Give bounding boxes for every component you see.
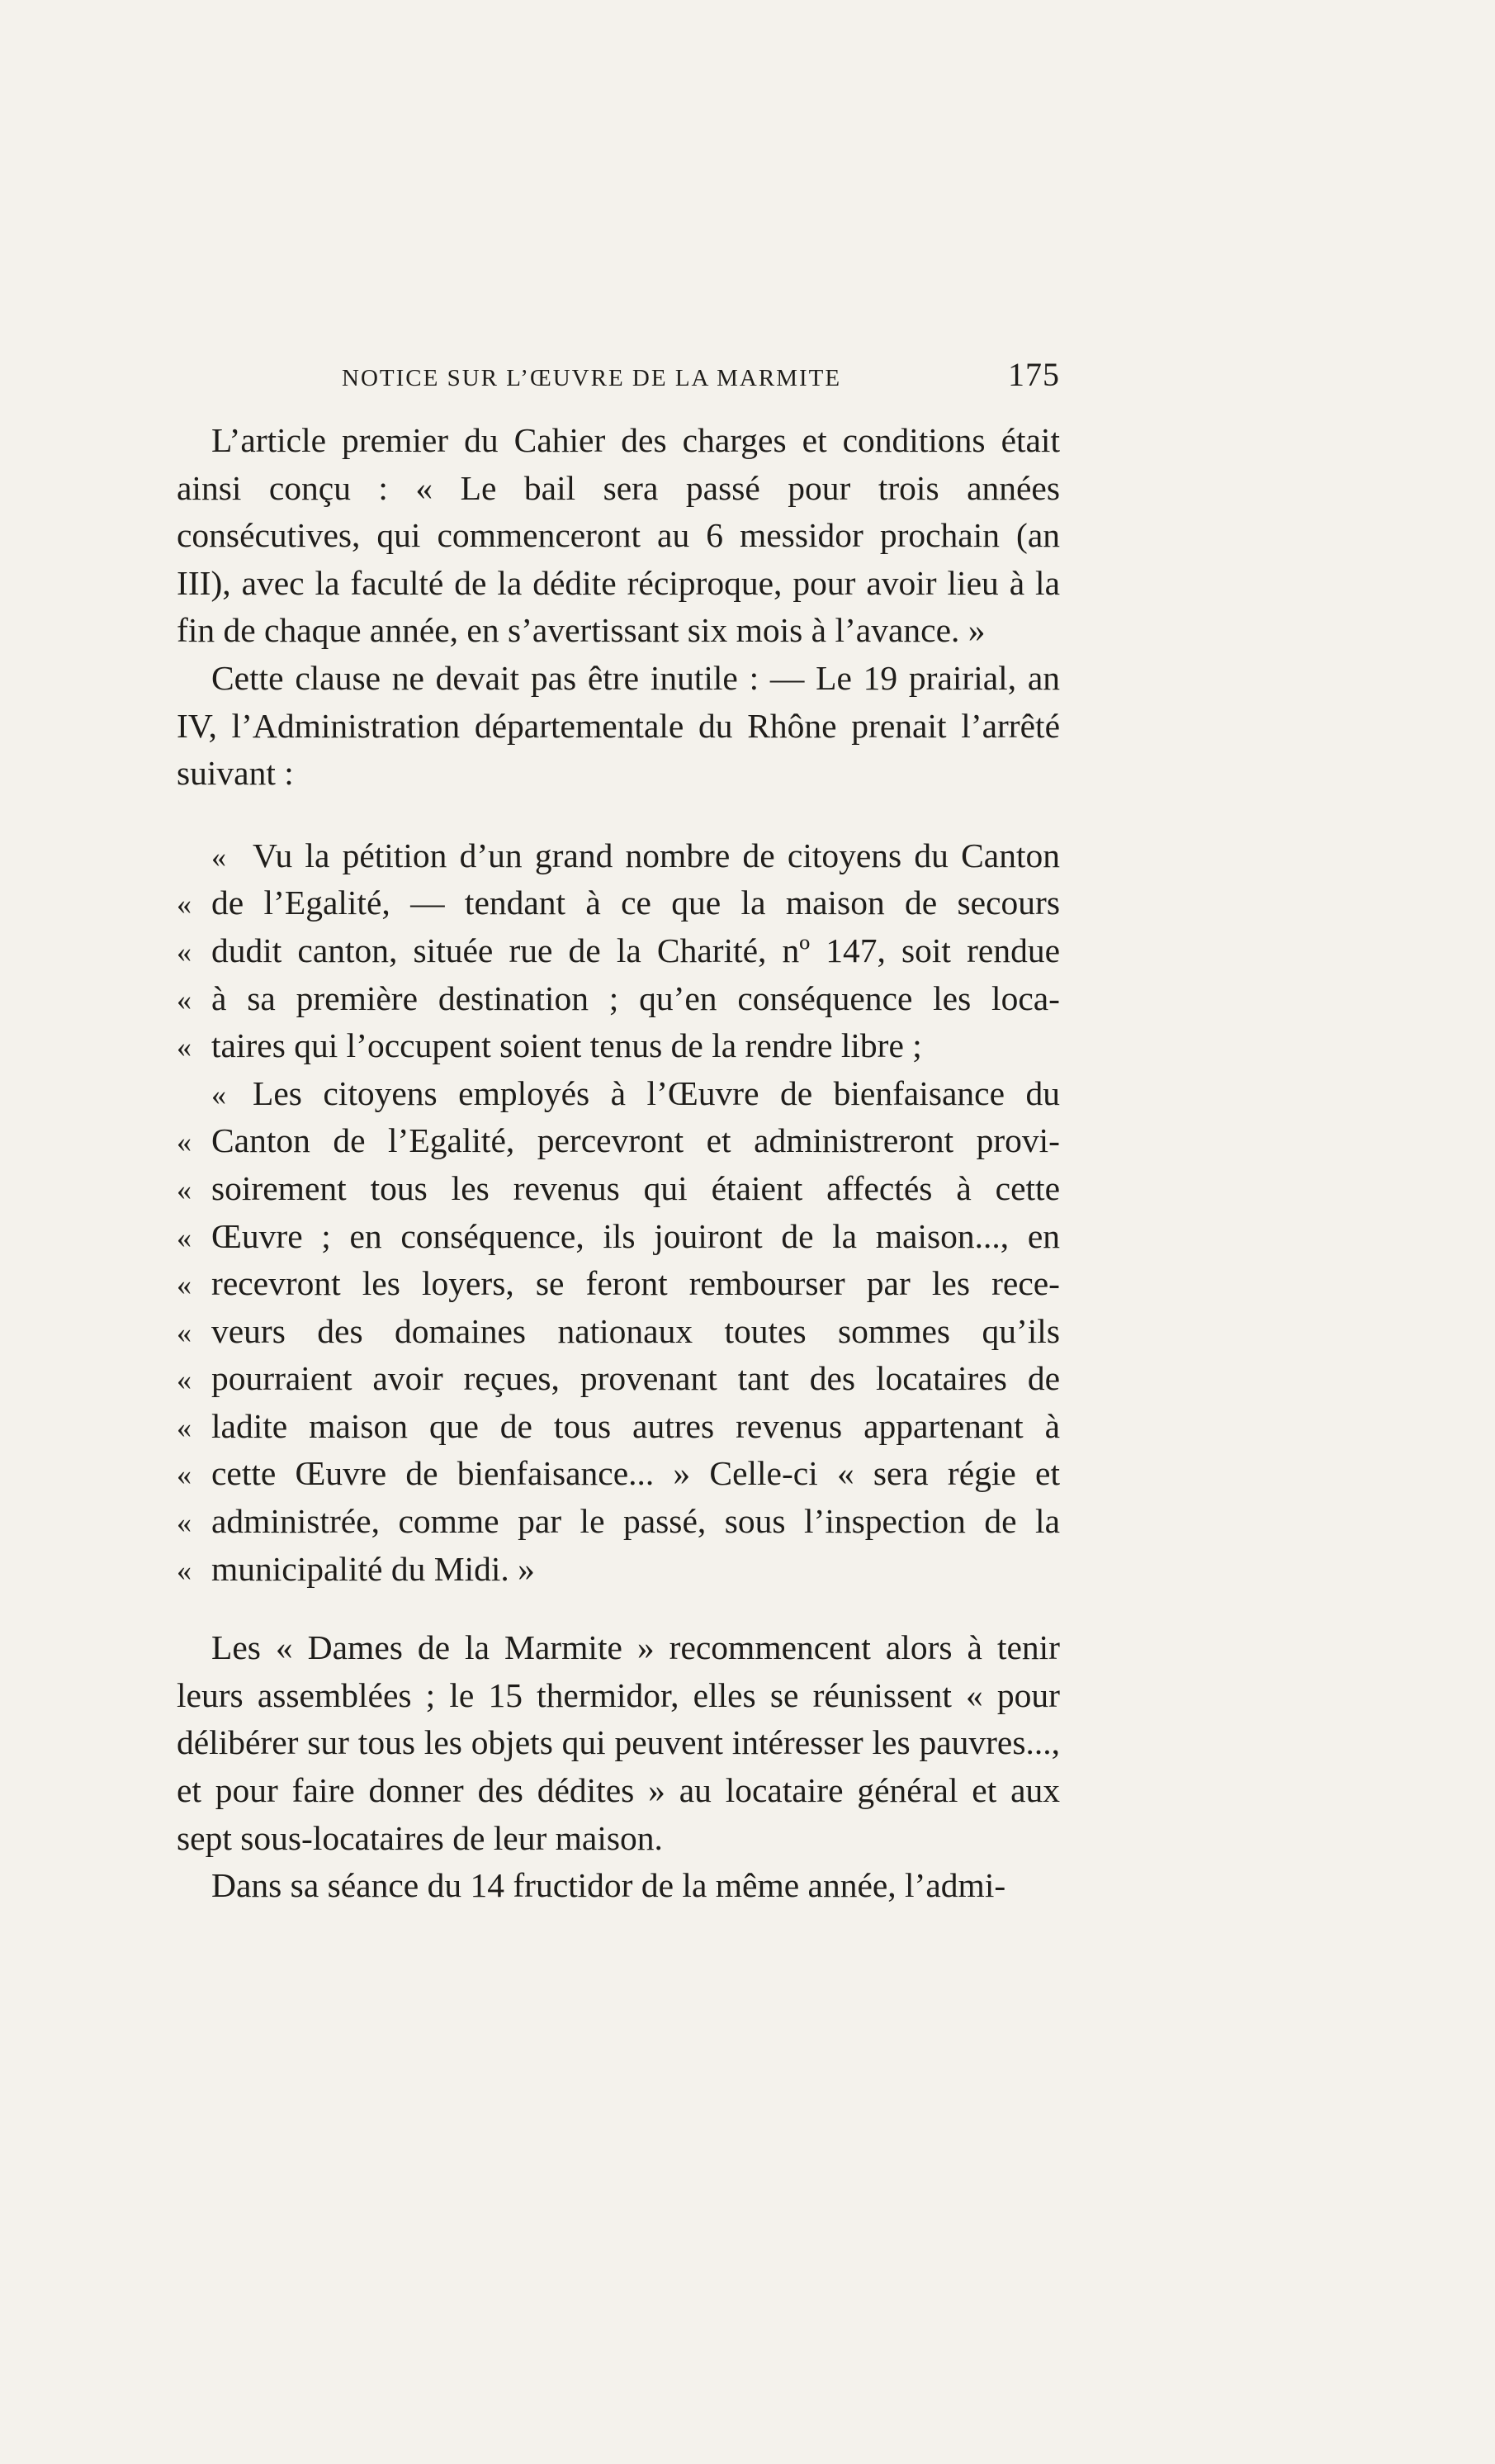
body-text [177, 417, 1060, 1910]
quote-line-text: municipalité du Midi. » [211, 1549, 535, 1588]
quote-line [177, 1260, 1060, 1308]
quote-line-text: dudit canton, située rue de la Charité, nº 147, soit rendue [211, 931, 1060, 969]
quote-line-text: pourraient avoir reçues, provenant tant des locataires de [211, 1359, 1060, 1398]
quote-line-text: Vu la pétition d’un grand nombre de citoyens du Canton [253, 836, 1060, 874]
quote-line-text: taires qui l’occupent soient tenus de la rendre libre ; [211, 1026, 922, 1065]
quote-mark: « [177, 1125, 192, 1159]
quote-line-text: cette Œuvre de bienfaisance... » Celle-ci « sera régie et [211, 1454, 1060, 1493]
quote-mark: « [177, 1173, 192, 1206]
quote-line [177, 1117, 1060, 1165]
quote-mark: « [177, 1553, 192, 1587]
paragraph-dames-de-la-marmite: Les « Dames de la Marmite » recommencent alors à tenir leurs assemblées ; le 15 thermidor, elles se réunissent « pour délibérer sur tous les objets qui peuvent intéresser les pauvres..., et pour faire donner des dédites » au locataire général et aux sept sous-locataires de leur maison. [177, 1628, 1060, 1857]
quote-line [177, 1546, 1060, 1594]
running-head [342, 355, 1060, 396]
quote-mark: « [177, 1031, 192, 1064]
quote-line [177, 1450, 1060, 1498]
quote-line [177, 1308, 1060, 1356]
quote-line [177, 975, 1060, 1023]
quote-mark: « [177, 935, 192, 969]
quote-line [177, 1355, 1060, 1403]
quote-line-text: recevront les loyers, se feront rembourser par les rece- [211, 1264, 1060, 1303]
quote-mark: « [177, 1268, 192, 1302]
quote-line-text: de l’Egalité, — tendant à ce que la maison de secours [211, 884, 1060, 922]
running-head-title: NOTICE SUR L’ŒUVRE DE LA MARMITE [342, 365, 842, 391]
quote-mark: « [177, 1315, 192, 1349]
quote-line [177, 1070, 1060, 1118]
quote-mark: « [177, 1363, 192, 1397]
quote-mark: « [177, 983, 192, 1016]
quote-line [177, 1498, 1060, 1546]
quote-line-text: Canton de l’Egalité, percevront et administreront provi- [211, 1121, 1060, 1160]
quote-mark: « [177, 1458, 192, 1492]
paragraph-seance-fructidor: Dans sa séance du 14 fructidor de la même année, l’admi- [211, 1866, 1006, 1905]
quote-line [177, 1022, 1060, 1070]
quote-line-text: ladite maison que de tous autres revenus appartenant à [211, 1406, 1060, 1445]
quote-line-text: veurs des domaines nationaux toutes sommes qu’ils [211, 1311, 1060, 1350]
quote-line-text: Œuvre ; en conséquence, ils jouiront de la maison..., en [211, 1216, 1060, 1255]
quote-line [177, 832, 1060, 880]
quote-mark: « [177, 888, 192, 922]
quote-line-text: soirement tous les revenus qui étaient affectés à cette [211, 1168, 1060, 1207]
arrete-quotation [177, 832, 1060, 1594]
quote-line-text: Les citoyens employés à l’Œuvre de bienfaisance du [253, 1073, 1060, 1112]
quote-line [177, 1403, 1060, 1451]
quote-mark: « [211, 840, 226, 874]
quote-line-text: à sa première destination ; qu’en conséquence les loca- [211, 978, 1060, 1017]
quote-line [177, 879, 1060, 927]
quote-mark: « [177, 1410, 192, 1444]
paragraph-article-premier: L’article premier du Cahier des charges et conditions était ainsi conçu : « Le bail sera passé pour trois années consécutives, qui commenceront au 6 messidor prochain (an III), avec la faculté de la dédite réciproque, pour avoir lieu à la fin de chaque année, en s’avertissant six mois à l’avance. » [177, 421, 1060, 650]
quote-line [177, 1165, 1060, 1213]
quote-line [177, 927, 1060, 975]
paragraph-clause: Cette clause ne devait pas être inutile : — Le 19 prairial, an IV, l’Administration départementale du Rhône prenait l’arrêté suivant : [177, 658, 1060, 793]
quote-line [177, 1213, 1060, 1261]
quote-mark: « [177, 1506, 192, 1540]
quote-line-text: administrée, comme par le passé, sous l’inspection de la [211, 1502, 1060, 1541]
quote-mark: « [177, 1220, 192, 1254]
page-number: 175 [1008, 356, 1060, 393]
quote-mark: « [211, 1078, 226, 1111]
